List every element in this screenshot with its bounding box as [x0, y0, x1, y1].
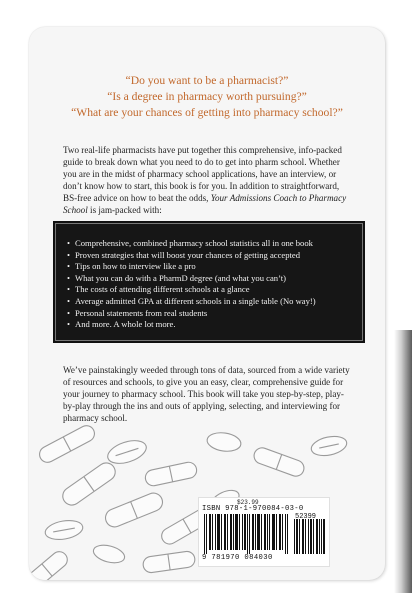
feature-item: • Proven strategies that will boost your chances of getting accepted — [67, 249, 301, 260]
quote-block — [29, 73, 385, 121]
intro-text: Two real-life pharmacists have put together this comprehensive, info-packed guide to break down what you need to do to get into pharm school. Whether you are in the midst of pharmacy school applications, have an interview, or don’t know how to start, this book is for you. In addition to straightforward, BS-free advice on how to beat the odds, — [63, 145, 342, 203]
bullet: • — [67, 307, 71, 318]
barcode-label — [198, 497, 330, 567]
quote-line: “Is a degree in pharmacy worth pursuing?” — [107, 90, 307, 103]
tablet-icon — [44, 518, 85, 542]
feature-item: • Average admitted GPA at different schools in a single table (No way!) — [67, 295, 316, 306]
intro-text-end: is jam-packed with: — [87, 205, 162, 215]
capsule-icon — [142, 550, 196, 573]
feature-item: • The costs of attending different schools at a glance — [67, 284, 250, 295]
feature-item: • What you can do with a PharmD degree (and what you can’t) — [67, 272, 287, 283]
feature-item: • And more. A whole lot more. — [67, 319, 176, 330]
backdrop-shadow — [394, 330, 412, 593]
tablet-icon — [310, 433, 349, 458]
intro-paragraph — [63, 144, 353, 216]
isbn-text: ISBN 978-1-970084-03-0 — [202, 505, 304, 513]
capsule-icon — [37, 423, 97, 465]
feature-item: • Comprehensive, combined pharmacy school statistics all in one book — [67, 238, 313, 248]
price-label: $23.99 — [237, 499, 259, 506]
feature-item: • Personal statements from real students — [67, 307, 208, 318]
book-back-cover — [29, 27, 385, 580]
feature-item: • Tips on how to interview like a pro — [67, 261, 196, 272]
features-list — [56, 224, 362, 331]
bullet: • — [67, 272, 71, 283]
tablet-icon — [206, 431, 242, 454]
capsule-icon — [59, 459, 118, 508]
tablet-icon — [105, 436, 149, 467]
bullet: • — [67, 284, 71, 295]
bullet: • — [67, 238, 71, 248]
outro-paragraph: We’ve painstakingly weeded through tons of data, sourced from a wide variety of resources and schools, to give you an easy, clear, comprehensive guide for your journey to pharmacy school. This book will take you step-by-step, play-by-play through the ins and outs of applying, selecting, and interviewing for pharmacy school. — [63, 365, 350, 423]
features-box — [55, 223, 363, 341]
bullet: • — [67, 261, 71, 272]
bullet: • — [67, 319, 71, 330]
bullet: • — [67, 295, 71, 306]
quote-line: “Do you want to be a pharmacist?” — [125, 74, 289, 87]
capsule-icon — [144, 461, 198, 487]
bullet: • — [67, 249, 71, 260]
tablet-icon — [91, 542, 126, 566]
quote-line: “What are your chances of getting into pharmacy school?” — [71, 106, 343, 119]
book-title: Your Admissions Coach to Pharmacy School — [63, 193, 347, 215]
capsule-icon — [29, 548, 71, 580]
barcode-digits: 9 781970 084030 — [202, 554, 273, 562]
capsule-icon — [103, 490, 165, 529]
capsule-icon — [252, 446, 306, 479]
barcode-addon-digits: 52399 — [295, 513, 317, 521]
